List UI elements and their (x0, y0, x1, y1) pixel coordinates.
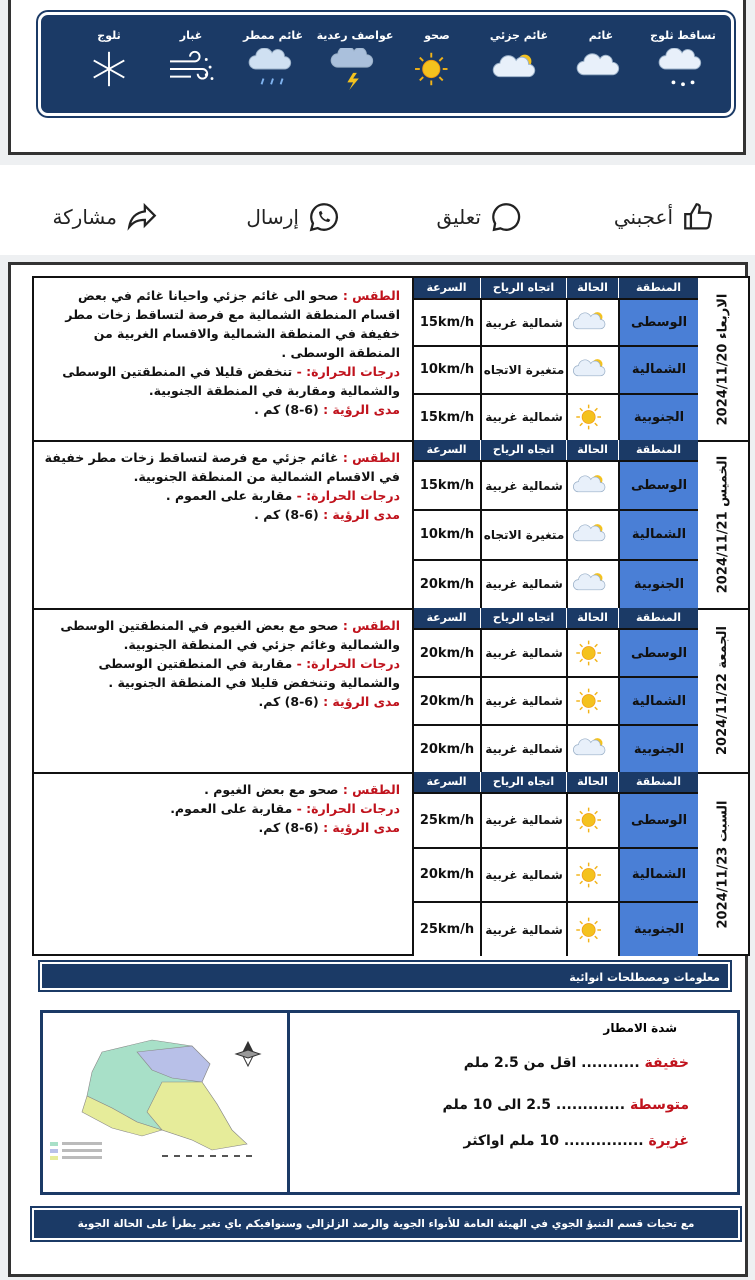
forecast-temp-label: درجات الحرارة: - (296, 364, 400, 379)
state-cell (566, 628, 618, 676)
legend-item (397, 15, 477, 105)
weather-legend (38, 12, 734, 116)
rain-medium-row (443, 1097, 689, 1113)
region-cell: الشمالية (618, 509, 698, 558)
forecast-text (40, 616, 400, 711)
speed-cell: 20km/h (412, 628, 480, 676)
share-label: مشاركة (52, 205, 117, 229)
snowy-cloud-icon (654, 48, 712, 90)
forecast-vis-label: مدى الرؤية : (323, 820, 400, 835)
forecast-weather-label: الطقس : (342, 450, 400, 465)
legend-item (479, 15, 559, 105)
rain-light-row (464, 1055, 689, 1071)
partly-cloudy-icon (571, 354, 615, 386)
state-cell (566, 676, 618, 724)
forecast-text (40, 780, 400, 837)
like-label: أعجبني (613, 205, 673, 229)
region-cell: الشمالية (618, 676, 698, 724)
legend-label: تساقط ثلوج (650, 29, 716, 42)
table-header-region: المنطقة (618, 440, 698, 460)
region-cell: الوسطى (618, 460, 698, 509)
forecast-temp-label: درجات الحرارة: - (296, 488, 400, 503)
wind-cell: شمالية غربية (480, 724, 566, 772)
legend-label: غائم (588, 29, 614, 42)
table-header-wind_dir: اتجاه الرياح (480, 440, 566, 460)
forecast-text (40, 448, 400, 524)
wind-cell: شمالية غربية (480, 847, 566, 902)
forecast-weather: صحو مع بعض الغيوم في المنطقتين الوسطى والشمالية وغائم جزئي في المنطقة الجنوبية. (60, 618, 400, 652)
legend-item (151, 15, 231, 105)
rain-cloud-icon (244, 48, 302, 90)
speed-cell: 20km/h (412, 559, 480, 608)
forecast-temp: مقاربة على العموم . (165, 488, 293, 503)
table-header-state: الحالة (566, 440, 618, 460)
footer-bar (32, 1208, 740, 1240)
forecast-day-block (34, 278, 748, 442)
share-arrow-icon (125, 200, 159, 234)
forecast-temp-label: درجات الحرارة: - (296, 801, 400, 816)
whatsapp-icon (307, 200, 341, 234)
rain-heavy-row (463, 1133, 689, 1149)
forecast-temp-label: درجات الحرارة: - (296, 656, 400, 671)
state-cell (566, 393, 618, 440)
speed-cell: 15km/h (412, 393, 480, 440)
forecast-weather: غائم جزئي مع فرصة لتساقط زخات مطر خفيفة في الاقسام الشمالية من المنطقة الجنوبية. (44, 450, 400, 484)
sun-icon (571, 401, 615, 433)
region-cell: الوسطى (618, 792, 698, 847)
state-cell (566, 345, 618, 392)
speed-cell: 15km/h (412, 460, 480, 509)
table-header-state: الحالة (566, 772, 618, 792)
partly-cloudy-icon (571, 568, 615, 600)
legend-label: غبار (179, 29, 203, 42)
forecast-date: السبت 2024/11/23 (715, 799, 731, 929)
wind-cell: متغيرة الاتجاه (480, 509, 566, 558)
legend-label: عواصف رعدية (316, 29, 394, 42)
table-header-wind_dir: اتجاه الرياح (480, 608, 566, 628)
share-button[interactable] (52, 200, 159, 234)
forecast-temp: مقاربة في المنطقتين الوسطى والشمالية وتنخفض قليلا في المنطقة الجنوبية . (98, 656, 400, 690)
wind-cell: متغيرة الاتجاه (480, 345, 566, 392)
forecast-vis-label: مدى الرؤية : (323, 694, 400, 709)
state-cell (566, 847, 618, 902)
wind-cell: شمالية غربية (480, 393, 566, 440)
forecast-temp: تنخفض قليلا في المنطقتين الوسطى والشمالية ومقاربة في المنطقة الجنوبية. (62, 364, 400, 398)
legend-label: صحو (424, 29, 450, 42)
partly-cloudy-icon (571, 519, 615, 551)
table-header-region: المنطقة (618, 608, 698, 628)
state-cell (566, 298, 618, 345)
partly-cloudy-icon (571, 733, 615, 765)
wind-cell: شمالية غربية (480, 298, 566, 345)
date-cell (696, 772, 748, 956)
region-cell: الوسطى (618, 298, 698, 345)
state-cell (566, 509, 618, 558)
dust-icon (162, 48, 220, 90)
speed-cell: 15km/h (412, 298, 480, 345)
forecast-date: الخميس 2024/11/21 (715, 455, 731, 593)
legend-item (561, 15, 641, 105)
rain-light-label: خفيفة (644, 1055, 689, 1071)
comment-button[interactable] (436, 200, 523, 234)
rain-heavy-value: ............... 10 ملم اواكثر (463, 1133, 644, 1149)
forecast-weather: صحو مع بعض الغيوم . (204, 782, 339, 797)
speed-cell: 20km/h (412, 676, 480, 724)
forecast-vis: (6-8) كم . (254, 507, 319, 522)
speed-cell: 20km/h (412, 724, 480, 772)
forecast-day-block (34, 608, 748, 774)
snowflake-icon (80, 48, 138, 90)
speed-cell: 20km/h (412, 847, 480, 902)
rain-light-value: ........... اقل من 2.5 ملم (463, 1055, 640, 1071)
table-header-state: الحالة (566, 278, 618, 298)
forecast-table (32, 276, 750, 956)
forecast-vis: (6-8) كم. (258, 820, 319, 835)
speed-cell: 10km/h (412, 509, 480, 558)
comment-bubble-icon (489, 200, 523, 234)
info-title-bar (40, 962, 730, 990)
forecast-day-block (34, 772, 748, 956)
legend-item (69, 15, 149, 105)
date-cell (696, 608, 748, 772)
thumbs-up-icon (681, 200, 715, 234)
table-header-wind_dir: اتجاه الرياح (480, 772, 566, 792)
like-button[interactable] (614, 200, 715, 234)
date-cell (696, 440, 748, 608)
wind-cell: شمالية غربية (480, 676, 566, 724)
forecast-weather: صحو الى غائم جزئي واحيانا غائم في بعض اقسام المنطقة الشمالية مع فرصة لتساقط زخات مطر خفيفة في المنطقة الشمالية والاقسام الغربية من المنطقة الوسطى . (65, 288, 400, 360)
forecast-weather-label: الطقس : (342, 288, 400, 303)
speed-cell: 10km/h (412, 345, 480, 392)
footer-text: مع تحيات قسم التنبؤ الجوي في الهيئة العامة للأنواء الجوية والرصد الزلزالي وسنوافيكم باي تغير يطرأ على الحالة الجوية (77, 1218, 695, 1230)
legend-item (233, 15, 313, 105)
region-cell: الشمالية (618, 847, 698, 902)
table-header-region: المنطقة (618, 772, 698, 792)
sun-icon (571, 804, 615, 836)
sun-icon (571, 859, 615, 891)
table-header-speed: السرعة (412, 278, 480, 298)
date-cell (696, 278, 748, 440)
sun-icon (408, 48, 466, 90)
forecast-text (40, 286, 400, 419)
forecast-day-block (34, 440, 748, 610)
comment-label: تعليق (436, 205, 481, 229)
column-divider (412, 608, 414, 772)
wind-cell: شمالية غربية (480, 559, 566, 608)
table-header-speed: السرعة (412, 440, 480, 460)
partly-cloudy-icon (571, 307, 615, 339)
state-cell (566, 901, 618, 956)
forecast-vis: (6-8) كم. (258, 694, 319, 709)
state-cell (566, 460, 618, 509)
state-cell (566, 792, 618, 847)
region-cell: الجنوبية (618, 901, 698, 956)
column-divider (412, 278, 414, 440)
forecast-weather-label: الطقس : (342, 618, 400, 633)
forecast-weather-label: الطقس : (342, 782, 400, 797)
table-header-region: المنطقة (618, 278, 698, 298)
iraq-regions-map (42, 1012, 290, 1192)
speed-cell: 25km/h (412, 792, 480, 847)
partly-cloudy-icon (490, 48, 548, 90)
send-label: إرسال (246, 205, 299, 229)
table-header-state: الحالة (566, 608, 618, 628)
column-divider (412, 440, 414, 608)
table-header-speed: السرعة (412, 608, 480, 628)
sun-icon (571, 685, 615, 717)
forecast-vis-label: مدى الرؤية : (323, 402, 400, 417)
rain-medium-label: متوسطة (629, 1097, 689, 1113)
region-cell: الجنوبية (618, 559, 698, 608)
state-cell (566, 724, 618, 772)
legend-item (643, 15, 723, 105)
speed-cell: 25km/h (412, 901, 480, 956)
region-cell: الجنوبية (618, 393, 698, 440)
info-title: معلومات ومصطلحات انوائية (569, 971, 720, 984)
rain-heavy-label: غزيرة (648, 1133, 689, 1149)
wind-cell: شمالية غربية (480, 792, 566, 847)
wind-cell: شمالية غربية (480, 460, 566, 509)
forecast-vis-label: مدى الرؤية : (323, 507, 400, 522)
state-cell (566, 559, 618, 608)
forecast-vis: (6-8) كم . (254, 402, 319, 417)
legend-item (315, 15, 395, 105)
thunderstorm-icon (326, 48, 384, 90)
column-divider (412, 772, 414, 956)
sun-icon (571, 914, 615, 946)
social-action-bar (0, 165, 755, 255)
wind-cell: شمالية غربية (480, 628, 566, 676)
wind-cell: شمالية غربية (480, 901, 566, 956)
region-cell: الشمالية (618, 345, 698, 392)
legend-label: غائم جزئي (489, 29, 549, 42)
rain-medium-value: ............. 2.5 الى 10 ملم (442, 1097, 626, 1113)
region-cell: الجنوبية (618, 724, 698, 772)
partly-cloudy-icon (571, 470, 615, 502)
forecast-date: الاربعاء 2024/11/20 (715, 293, 731, 425)
map-graphic (42, 1012, 287, 1188)
legend-label: ثلوج (97, 29, 121, 42)
table-header-wind_dir: اتجاه الرياح (480, 278, 566, 298)
send-button[interactable] (246, 200, 341, 234)
cloud-icon (572, 48, 630, 90)
forecast-date: الجمعة 2024/11/22 (715, 625, 731, 755)
region-cell: الوسطى (618, 628, 698, 676)
sun-icon (571, 637, 615, 669)
forecast-temp: مقاربة على العموم. (170, 801, 293, 816)
table-header-speed: السرعة (412, 772, 480, 792)
rain-intensity-title: شدة الامطار (603, 1021, 677, 1035)
legend-label: غائم ممطر (243, 29, 303, 42)
